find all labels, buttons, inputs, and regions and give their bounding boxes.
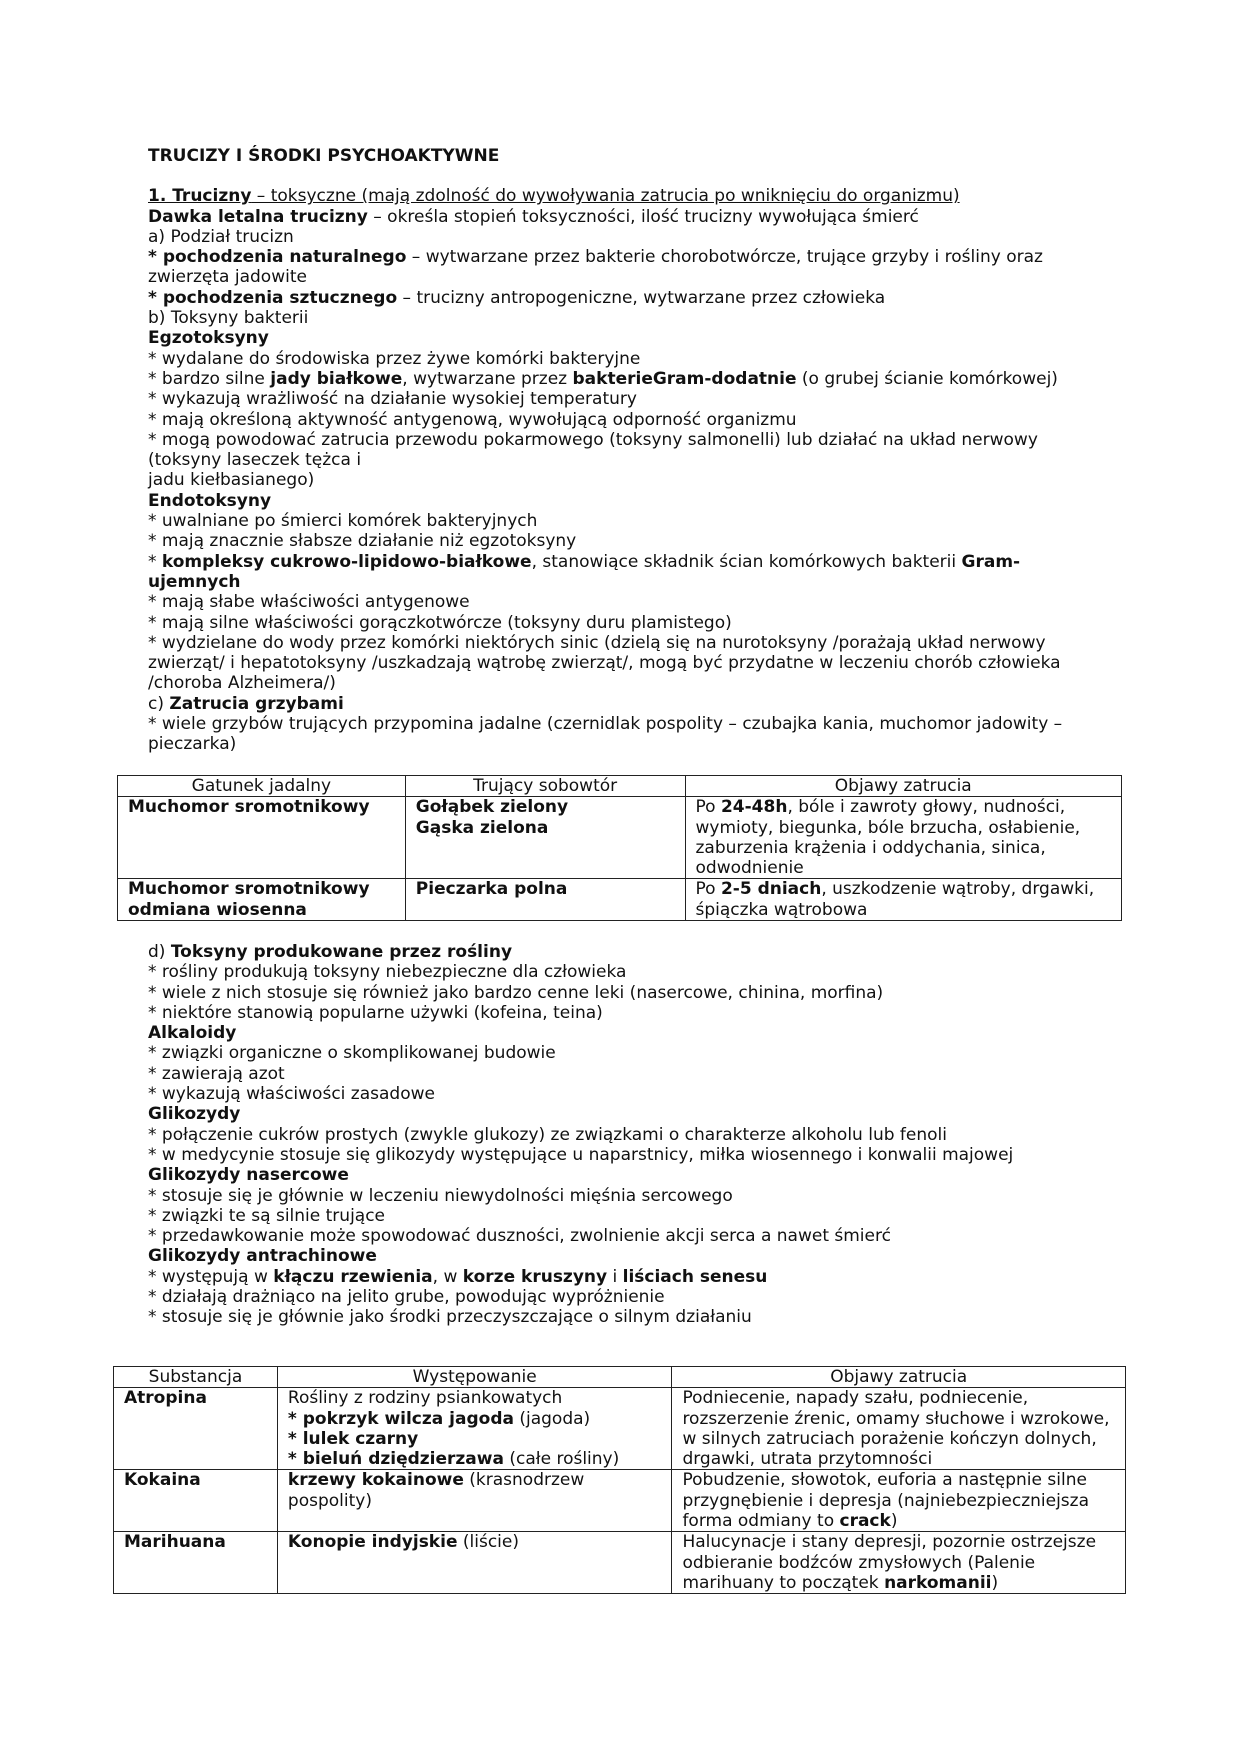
- table-cell: Po 24-48h, bóle i zawroty głowy, nudności, wymioty, biegunka, bóle brzucha, osłabienie, zaburzenia krążenia i oddychania, sinica, odwodnienie: [685, 797, 1122, 879]
- glycosides-heading: Glikozydy: [148, 1104, 241, 1125]
- plant-toxins-item: * wiele z nich stosuje się również jako bardzo cenne leki (nasercowe, chinina, morfina): [148, 982, 884, 1003]
- table-cell: Muchomor sromotnikowy odmiana wiosenna: [118, 879, 406, 921]
- artificial-origin-item: * pochodzenia sztucznego – trucizny antropogeniczne, wytwarzane przez człowieka: [148, 287, 886, 308]
- alkaloids-item: * związki organiczne o skomplikowanej budowie: [148, 1043, 556, 1064]
- table-cell: Po 2-5 dniach, uszkodzenie wątroby, drgawki, śpiączka wątrobowa: [685, 879, 1122, 921]
- table-header-row: [114, 1367, 1126, 1388]
- anthraquinone-glycosides-item: * działają drażniąco na jelito grube, powodując wypróżnienie: [148, 1287, 665, 1308]
- endotoxins-item: * mają słabe właściwości antygenowe: [148, 592, 470, 613]
- subsection-b: b) Toksyny bakterii: [148, 308, 309, 329]
- plant-toxins-section: [148, 942, 1128, 1328]
- glycosides-item: * w medycynie stosuje się glikozydy występujące u naparstnicy, miłka wiosennego i konwalii majowej: [148, 1144, 1014, 1165]
- mushroom-item: * wiele grzybów trujących przypomina jadalne (czernidlak pospolity – czubajka kania, muchomor jadowity –: [148, 714, 1063, 735]
- anthraquinone-glycosides-item: * stosuje się je głównie jako środki przeczyszczające o silnym działaniu: [148, 1307, 752, 1328]
- table-row: [114, 1388, 1126, 1470]
- plant-toxins-item: * niektóre stanowią popularne używki (kofeina, teina): [148, 1002, 603, 1023]
- endotoxins-item-cont: ujemnych: [148, 571, 241, 592]
- column-header: Trujący sobowtór: [405, 776, 685, 797]
- endotoxins-item-cont: zwierząt/ i hepatotoksyny /uszkadzają wątrobę zwierząt/, mogą być przydatne w leczeniu chorób człowieka: [148, 653, 1061, 674]
- endotoxins-item: * uwalniane po śmierci komórek bakteryjnych: [148, 511, 538, 532]
- table-cell: Podniecenie, napady szału, podniecenie, rozszerzenie źrenic, omamy słuchowe i wzrokowe, w silnych zatruciach porażenie kończyn dolnych, drgawki, utrata przytomności: [672, 1388, 1126, 1470]
- table-cell: Marihuana: [114, 1532, 278, 1594]
- table-cell: Pobudzenie, słowotok, euforia a następnie silne przygnębienie i depresja (najniebezpieczniejsza forma odmiany to crack): [672, 1470, 1126, 1532]
- subsection-c: c) Zatrucia grzybami: [148, 693, 344, 714]
- table-row: [118, 879, 1122, 921]
- endotoxins-item: * kompleksy cukrowo-lipidowo-białkowe, stanowiące składnik ścian komórkowych bakterii Gram-: [148, 551, 1021, 572]
- table-cell: Konopie indyjskie (liście): [277, 1532, 672, 1594]
- exotoxins-item: * wykazują wrażliwość na działanie wysokiej temperatury: [148, 389, 637, 410]
- lethal-dose-definition: Dawka letalna trucizny – określa stopień toksyczności, ilość trucizny wywołująca śmierć: [148, 206, 919, 227]
- table-cell: Muchomor sromotnikowy: [118, 797, 406, 879]
- endotoxins-item-cont: /choroba Alzheimera/): [148, 673, 336, 694]
- exotoxins-item: * mają określoną aktywność antygenową, wywołującą odporność organizmu: [148, 409, 797, 430]
- table-cell: krzewy kokainowe (krasnodrzew pospolity): [277, 1470, 672, 1532]
- table-cell: Pieczarka polna: [405, 879, 685, 921]
- mushroom-table: [117, 775, 1122, 921]
- table-cell: Halucynacje i stany depresji, pozornie ostrzejsze odbieranie bodźców zmysłowych (Palenie marihuany to początek narkomanii): [672, 1532, 1126, 1594]
- table-cell: Rośliny z rodziny psiankowatych * pokrzyk wilcza jagoda (jagoda) * lulek czarny * bieluń dziędzierzawa (całe rośliny): [277, 1388, 672, 1470]
- table-row: [118, 797, 1122, 879]
- column-header: Substancja: [114, 1367, 278, 1388]
- subsection-d: d) Toksyny produkowane przez rośliny: [148, 942, 513, 962]
- exotoxins-item-cont: (toksyny laseczek tężca i: [148, 450, 362, 471]
- table-cell: Kokaina: [114, 1470, 278, 1532]
- cardiac-glycosides-item: * przedawkowanie może spowodować duszności, zwolnienie akcji serca a nawet śmierć: [148, 1226, 891, 1247]
- exotoxins-item: * wydalane do środowiska przez żywe komórki bakteryjne: [148, 348, 641, 369]
- column-header: Występowanie: [277, 1367, 672, 1388]
- table-cell: Gołąbek zielony Gąska zielona: [405, 797, 685, 879]
- exotoxins-heading: Egzotoksyny: [148, 328, 269, 349]
- exotoxins-item: * bardzo silne jady białkowe, wytwarzane przez bakterieGram-dodatnie (o grubej ścianie komórkowej): [148, 368, 1058, 389]
- anthraquinone-glycosides-item: * występują w kłączu rzewienia, w korze kruszyny i liściach senesu: [148, 1266, 768, 1287]
- endotoxins-item: * wydzielane do wody przez komórki niektórych sinic (dzielą się na nurotoksyny /porażają układ nerwowy: [148, 632, 1046, 653]
- table-cell: Atropina: [114, 1388, 278, 1470]
- alkaloids-heading: Alkaloidy: [148, 1023, 237, 1044]
- column-header: Objawy zatrucia: [672, 1367, 1126, 1388]
- section-1-heading: 1. Trucizny – toksyczne (mają zdolność do wywoływania zatrucia po wniknięciu do organizmu): [148, 186, 960, 207]
- cardiac-glycosides-heading: Glikozydy nasercowe: [148, 1165, 349, 1186]
- column-header: Gatunek jadalny: [118, 776, 406, 797]
- document-page: [148, 146, 1128, 755]
- glycosides-item: * połączenie cukrów prostych (zwykle glukozy) ze związkami o charakterze alkoholu lub fenoli: [148, 1124, 947, 1145]
- table-row: [114, 1532, 1126, 1594]
- exotoxins-item: * mogą powodować zatrucia przewodu pokarmowego (toksyny salmonelli) lub działać na układ nerwowy: [148, 429, 1038, 450]
- alkaloids-item: * wykazują właściwości zasadowe: [148, 1084, 435, 1105]
- endotoxins-heading: Endotoksyny: [148, 490, 272, 511]
- table-header-row: [118, 776, 1122, 797]
- psychoactive-table: [113, 1366, 1126, 1594]
- cardiac-glycosides-item: * związki te są silnie trujące: [148, 1205, 386, 1226]
- alkaloids-item: * zawierają azot: [148, 1063, 285, 1084]
- column-header: Objawy zatrucia: [685, 776, 1122, 797]
- exotoxins-item-cont: jadu kiełbasianego): [148, 470, 315, 491]
- endotoxins-item: * mają znacznie słabsze działanie niż egzotoksyny: [148, 531, 577, 552]
- plant-toxins-item: * rośliny produkują toksyny niebezpieczne dla człowieka: [148, 962, 627, 983]
- natural-origin-cont: zwierzęta jadowite: [148, 267, 307, 288]
- anthraquinone-glycosides-heading: Glikozydy antrachinowe: [148, 1246, 377, 1267]
- subsection-a: a) Podział trucizn: [148, 226, 294, 247]
- page-title: TRUCIZY I ŚRODKI PSYCHOAKTYWNE: [148, 146, 500, 166]
- natural-origin-item: * pochodzenia naturalnego – wytwarzane przez bakterie chorobotwórcze, trujące grzyby i rośliny oraz: [148, 247, 1043, 268]
- cardiac-glycosides-item: * stosuje się je głównie w leczeniu niewydolności mięśnia sercowego: [148, 1185, 733, 1206]
- mushroom-item-cont: pieczarka): [148, 734, 237, 755]
- table-row: [114, 1470, 1126, 1532]
- endotoxins-item: * mają silne właściwości gorączkotwórcze (toksyny duru plamistego): [148, 612, 732, 633]
